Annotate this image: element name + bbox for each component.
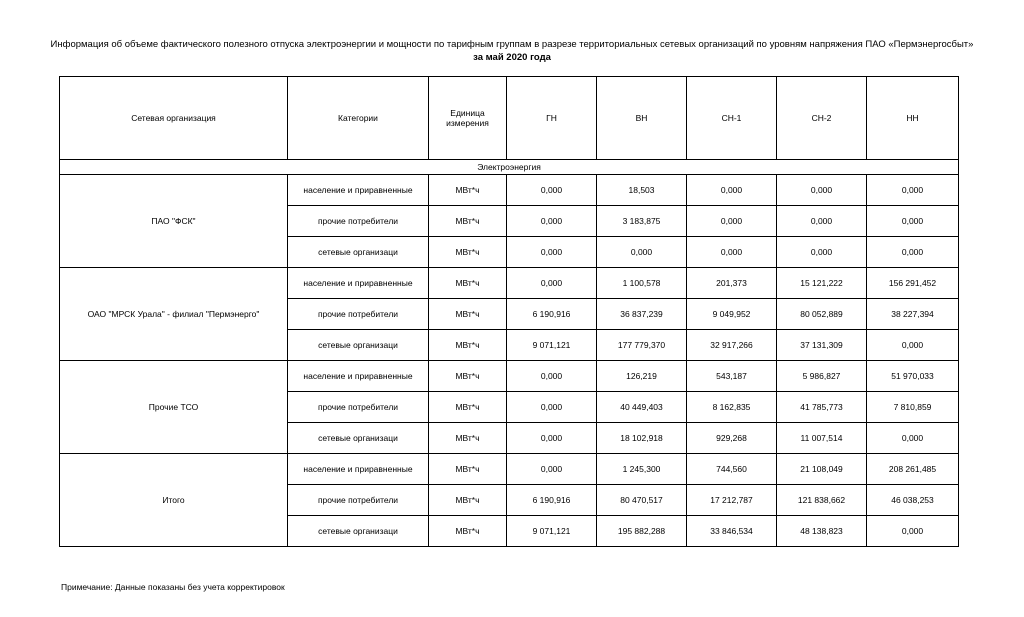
value-cell: 32 917,266 <box>687 330 777 361</box>
value-cell: 5 986,827 <box>777 361 867 392</box>
value-cell: 0,000 <box>867 237 959 268</box>
header-category: Категории <box>288 77 429 160</box>
category-cell: сетевые организаци <box>288 516 429 547</box>
value-cell: 46 038,253 <box>867 485 959 516</box>
table-row <box>60 361 959 392</box>
value-cell: 543,187 <box>687 361 777 392</box>
header-gn: ГН <box>507 77 597 160</box>
value-cell: 126,219 <box>597 361 687 392</box>
value-cell: 9 071,121 <box>507 330 597 361</box>
footnote: Примечание: Данные показаны без учета корректировок <box>61 582 285 592</box>
value-cell: 0,000 <box>507 423 597 454</box>
category-cell: население и приравненные <box>288 454 429 485</box>
value-cell: 1 100,578 <box>597 268 687 299</box>
header-vn: ВН <box>597 77 687 160</box>
group-name: Прочие ТСО <box>60 361 288 454</box>
value-cell: 156 291,452 <box>867 268 959 299</box>
value-cell: 40 449,403 <box>597 392 687 423</box>
value-cell: 41 785,773 <box>777 392 867 423</box>
value-cell: 0,000 <box>687 175 777 206</box>
value-cell: 21 108,049 <box>777 454 867 485</box>
value-cell: 48 138,823 <box>777 516 867 547</box>
value-cell: 0,000 <box>507 454 597 485</box>
value-cell: 0,000 <box>507 392 597 423</box>
unit-cell: МВт*ч <box>429 392 507 423</box>
unit-cell: МВт*ч <box>429 206 507 237</box>
value-cell: 15 121,222 <box>777 268 867 299</box>
value-cell: 0,000 <box>867 516 959 547</box>
value-cell: 6 190,916 <box>507 485 597 516</box>
value-cell: 18 102,918 <box>597 423 687 454</box>
value-cell: 208 261,485 <box>867 454 959 485</box>
value-cell: 0,000 <box>867 175 959 206</box>
header-unit: Единица измерения <box>429 77 507 160</box>
value-cell: 929,268 <box>687 423 777 454</box>
value-cell: 0,000 <box>867 423 959 454</box>
value-cell: 0,000 <box>597 237 687 268</box>
value-cell: 80 052,889 <box>777 299 867 330</box>
table-row <box>60 175 959 206</box>
value-cell: 0,000 <box>777 206 867 237</box>
value-cell: 0,000 <box>867 206 959 237</box>
unit-cell: МВт*ч <box>429 175 507 206</box>
group-name: ПАО "ФСК" <box>60 175 288 268</box>
value-cell: 0,000 <box>507 361 597 392</box>
value-cell: 0,000 <box>777 175 867 206</box>
unit-cell: МВт*ч <box>429 268 507 299</box>
unit-cell: МВт*ч <box>429 516 507 547</box>
category-cell: население и приравненные <box>288 268 429 299</box>
value-cell: 0,000 <box>687 206 777 237</box>
unit-cell: МВт*ч <box>429 299 507 330</box>
category-cell: прочие потребители <box>288 299 429 330</box>
value-cell: 0,000 <box>507 175 597 206</box>
group-name: Итого <box>60 454 288 547</box>
value-cell: 0,000 <box>507 237 597 268</box>
category-cell: сетевые организаци <box>288 237 429 268</box>
section-row <box>60 160 959 175</box>
value-cell: 121 838,662 <box>777 485 867 516</box>
unit-cell: МВт*ч <box>429 330 507 361</box>
category-cell: население и приравненные <box>288 175 429 206</box>
report-table <box>59 76 959 547</box>
category-cell: сетевые организаци <box>288 423 429 454</box>
value-cell: 17 212,787 <box>687 485 777 516</box>
value-cell: 195 882,288 <box>597 516 687 547</box>
section-label: Электроэнергия <box>60 160 959 175</box>
value-cell: 9 071,121 <box>507 516 597 547</box>
header-sn2: СН-2 <box>777 77 867 160</box>
value-cell: 1 245,300 <box>597 454 687 485</box>
value-cell: 0,000 <box>777 237 867 268</box>
value-cell: 33 846,534 <box>687 516 777 547</box>
header-sn1: СН-1 <box>687 77 777 160</box>
category-cell: население и приравненные <box>288 361 429 392</box>
value-cell: 0,000 <box>507 206 597 237</box>
value-cell: 177 779,370 <box>597 330 687 361</box>
group-name: ОАО "МРСК Урала" - филиал "Пермэнерго" <box>60 268 288 361</box>
value-cell: 9 049,952 <box>687 299 777 330</box>
report-title-line2: за май 2020 года <box>473 52 551 63</box>
unit-cell: МВт*ч <box>429 361 507 392</box>
report-title-line1: Информация об объеме фактического полезного отпуска электроэнергии и мощности по тарифным группам в разрезе территориальных сетевых организаций по уровням напряжения ПАО «Пермэнергосбыт» <box>50 39 974 50</box>
value-cell: 37 131,309 <box>777 330 867 361</box>
value-cell: 6 190,916 <box>507 299 597 330</box>
value-cell: 0,000 <box>507 268 597 299</box>
value-cell: 18,503 <box>597 175 687 206</box>
unit-cell: МВт*ч <box>429 485 507 516</box>
value-cell: 3 183,875 <box>597 206 687 237</box>
value-cell: 7 810,859 <box>867 392 959 423</box>
value-cell: 36 837,239 <box>597 299 687 330</box>
value-cell: 744,560 <box>687 454 777 485</box>
value-cell: 80 470,517 <box>597 485 687 516</box>
value-cell: 38 227,394 <box>867 299 959 330</box>
value-cell: 11 007,514 <box>777 423 867 454</box>
value-cell: 0,000 <box>867 330 959 361</box>
unit-cell: МВт*ч <box>429 237 507 268</box>
value-cell: 51 970,033 <box>867 361 959 392</box>
category-cell: прочие потребители <box>288 392 429 423</box>
header-nn: НН <box>867 77 959 160</box>
value-cell: 8 162,835 <box>687 392 777 423</box>
table-row <box>60 268 959 299</box>
table-header-row <box>60 77 959 160</box>
category-cell: прочие потребители <box>288 206 429 237</box>
value-cell: 201,373 <box>687 268 777 299</box>
value-cell: 0,000 <box>687 237 777 268</box>
category-cell: сетевые организаци <box>288 330 429 361</box>
table-row <box>60 454 959 485</box>
report-title <box>0 38 1024 64</box>
unit-cell: МВт*ч <box>429 423 507 454</box>
category-cell: прочие потребители <box>288 485 429 516</box>
header-network-org: Сетевая организация <box>60 77 288 160</box>
unit-cell: МВт*ч <box>429 454 507 485</box>
